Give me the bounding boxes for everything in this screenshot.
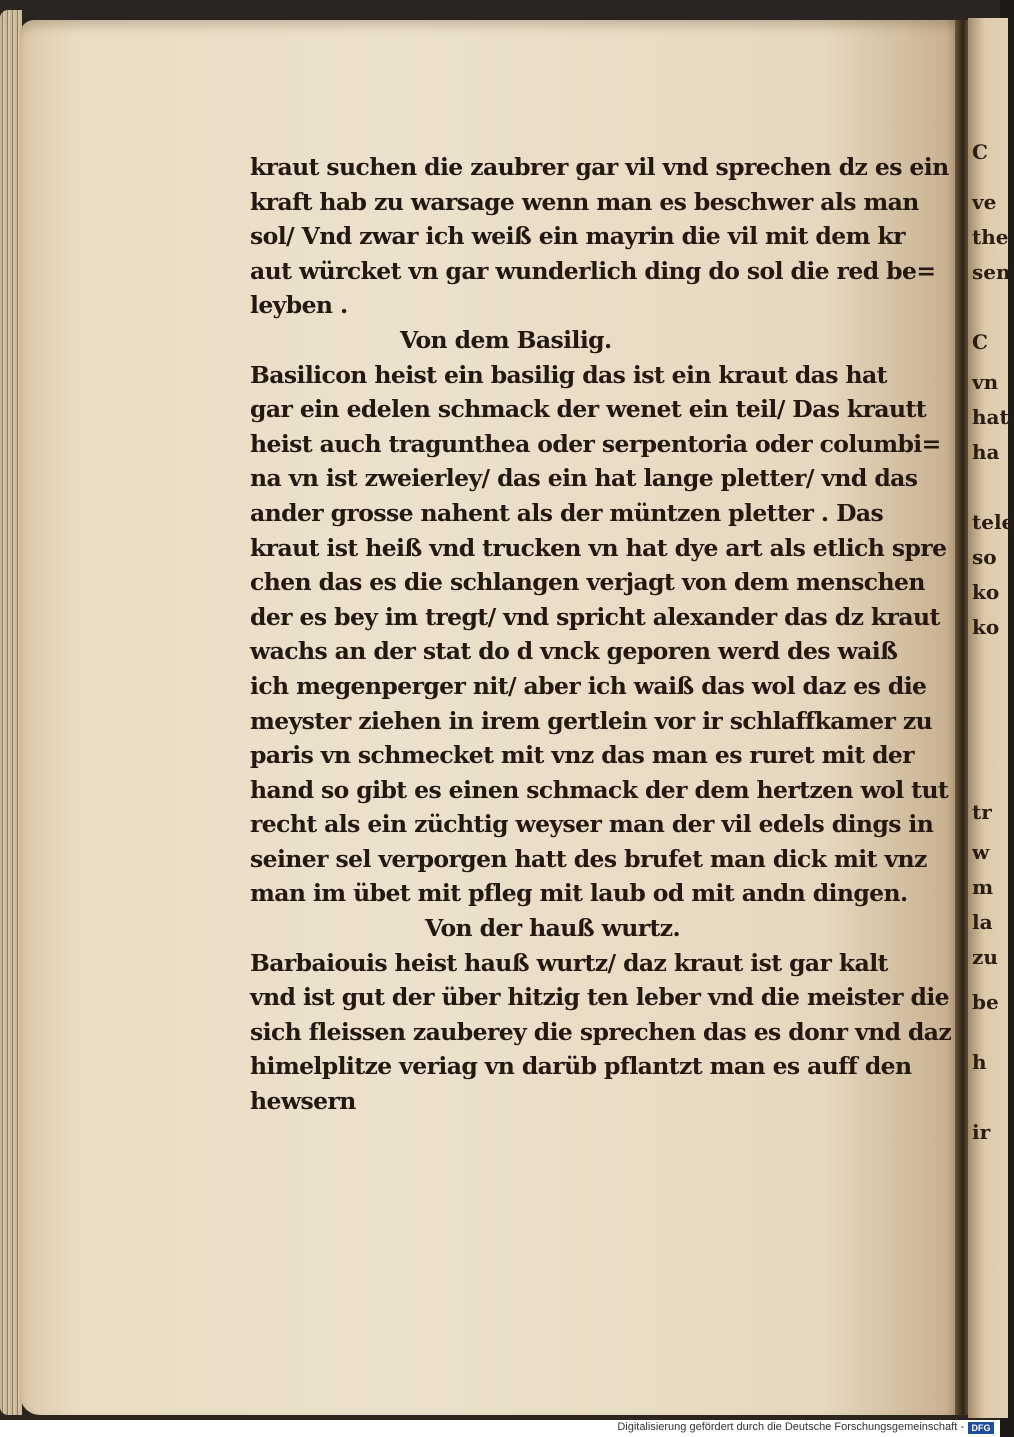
- right-page-fragment: tr: [972, 800, 992, 824]
- text-line: Basilicon heist ein basilig das ist ein kraut das hat: [250, 360, 887, 389]
- text-line: leyben .: [250, 291, 348, 320]
- text-line: wachs an der stat do d vnck geporen werd des waiß: [250, 637, 898, 666]
- text-line: sol/ Vnd zwar ich weiß ein mayrin die vil mit dem kr: [250, 222, 905, 251]
- heading-basilig: Von dem Basilig.: [400, 325, 612, 354]
- text-line: hand so gibt es einen schmack der dem hertzen wol tut: [250, 775, 949, 804]
- text-line: kraut ist heiß vnd trucken vn hat dye art als etlich spre: [250, 533, 947, 562]
- text-line: kraft hab zu warsage wenn man es beschwer als man: [250, 187, 919, 216]
- paragraph-hauswurtz: [250, 946, 952, 1119]
- right-page-fragment: h: [972, 1050, 987, 1074]
- text-line: der es bey im tregt/ vnd spricht alexander das dz kraut: [250, 602, 940, 631]
- right-page-fragment: m: [972, 875, 994, 899]
- text-line: sich fleissen zauberey die sprechen das es donr vnd daz: [250, 1017, 952, 1046]
- right-page-fragment: C: [972, 140, 988, 164]
- right-page-fragment: ir: [972, 1120, 991, 1144]
- right-page-fragment: tele: [972, 510, 1014, 534]
- page-text: [250, 150, 952, 1119]
- right-page-fragment: ko: [972, 580, 1000, 604]
- text-line: aut würcket vn gar wunderlich ding do sol die red be=: [250, 256, 936, 285]
- footer-bar: [0, 1420, 1000, 1437]
- text-line: na vn ist zweierley/ das ein hat lange pletter/ vnd das: [250, 464, 918, 493]
- text-line: ich megenperger nit/ aber ich waiß das wol daz es die: [250, 671, 927, 700]
- page-edges: [0, 10, 22, 1415]
- right-page-fragment: zu: [972, 945, 998, 969]
- text-line: ander grosse nahent als der müntzen pletter . Das: [250, 498, 884, 527]
- paragraph-basilig: [250, 358, 949, 912]
- right-page-fragment: the: [972, 225, 1009, 249]
- heading-hauswurtz: Von der hauß wurtz.: [425, 914, 681, 943]
- text-line: heist auch tragunthea oder serpentoria oder columbi=: [250, 429, 941, 458]
- text-line: chen das es die schlangen verjagt von dem menschen: [250, 568, 925, 597]
- right-page-fragment: sen: [972, 260, 1011, 284]
- text-line: gar ein edelen schmack der wenet ein teil/ Das krautt: [250, 395, 927, 424]
- text-line: kraut suchen die zaubrer gar vil vnd sprechen dz es ein: [250, 153, 949, 181]
- paragraph-1: [250, 150, 949, 323]
- right-page-fragment: w: [972, 840, 990, 864]
- text-line: hewsern: [250, 1087, 356, 1116]
- dfg-logo-icon: DFG: [968, 1422, 994, 1434]
- right-page-fragment: ve: [972, 190, 997, 214]
- right-page-fragment: so: [972, 545, 997, 569]
- right-page-fragment: ko: [972, 615, 1000, 639]
- text-line: paris vn schmecket mit vnz das man es ruret mit der: [250, 741, 915, 770]
- text-line: recht als ein züchtig weyser man der vil edels dings in: [250, 810, 934, 839]
- funding-note: Digitalisierung gefördert durch die Deutsche Forschungsgemeinschaft -: [617, 1421, 964, 1433]
- right-page-fragment: la: [972, 910, 993, 934]
- right-page-fragment: be: [972, 990, 999, 1014]
- right-page-fragment: ha: [972, 440, 1000, 464]
- text-line: Barbaiouis heist hauß wurtz/ daz kraut ist gar kalt: [250, 948, 888, 977]
- text-line: himelplitze veriag vn darüb pflantzt man es auff den: [250, 1052, 912, 1081]
- text-line: seiner sel verporgen hatt des brufet man dick mit vnz: [250, 844, 927, 873]
- right-page-fragment: vn: [972, 370, 999, 394]
- right-page-fragment: hat: [972, 405, 1009, 429]
- text-line: meyster ziehen in irem gertlein vor ir schlaffkamer zu: [250, 706, 933, 735]
- text-line: vnd ist gut der über hitzig ten leber vnd die meister die: [250, 983, 950, 1012]
- text-line: man im übet mit pfleg mit laub od mit andn dingen.: [250, 879, 908, 908]
- right-page-fragment: C: [972, 330, 988, 354]
